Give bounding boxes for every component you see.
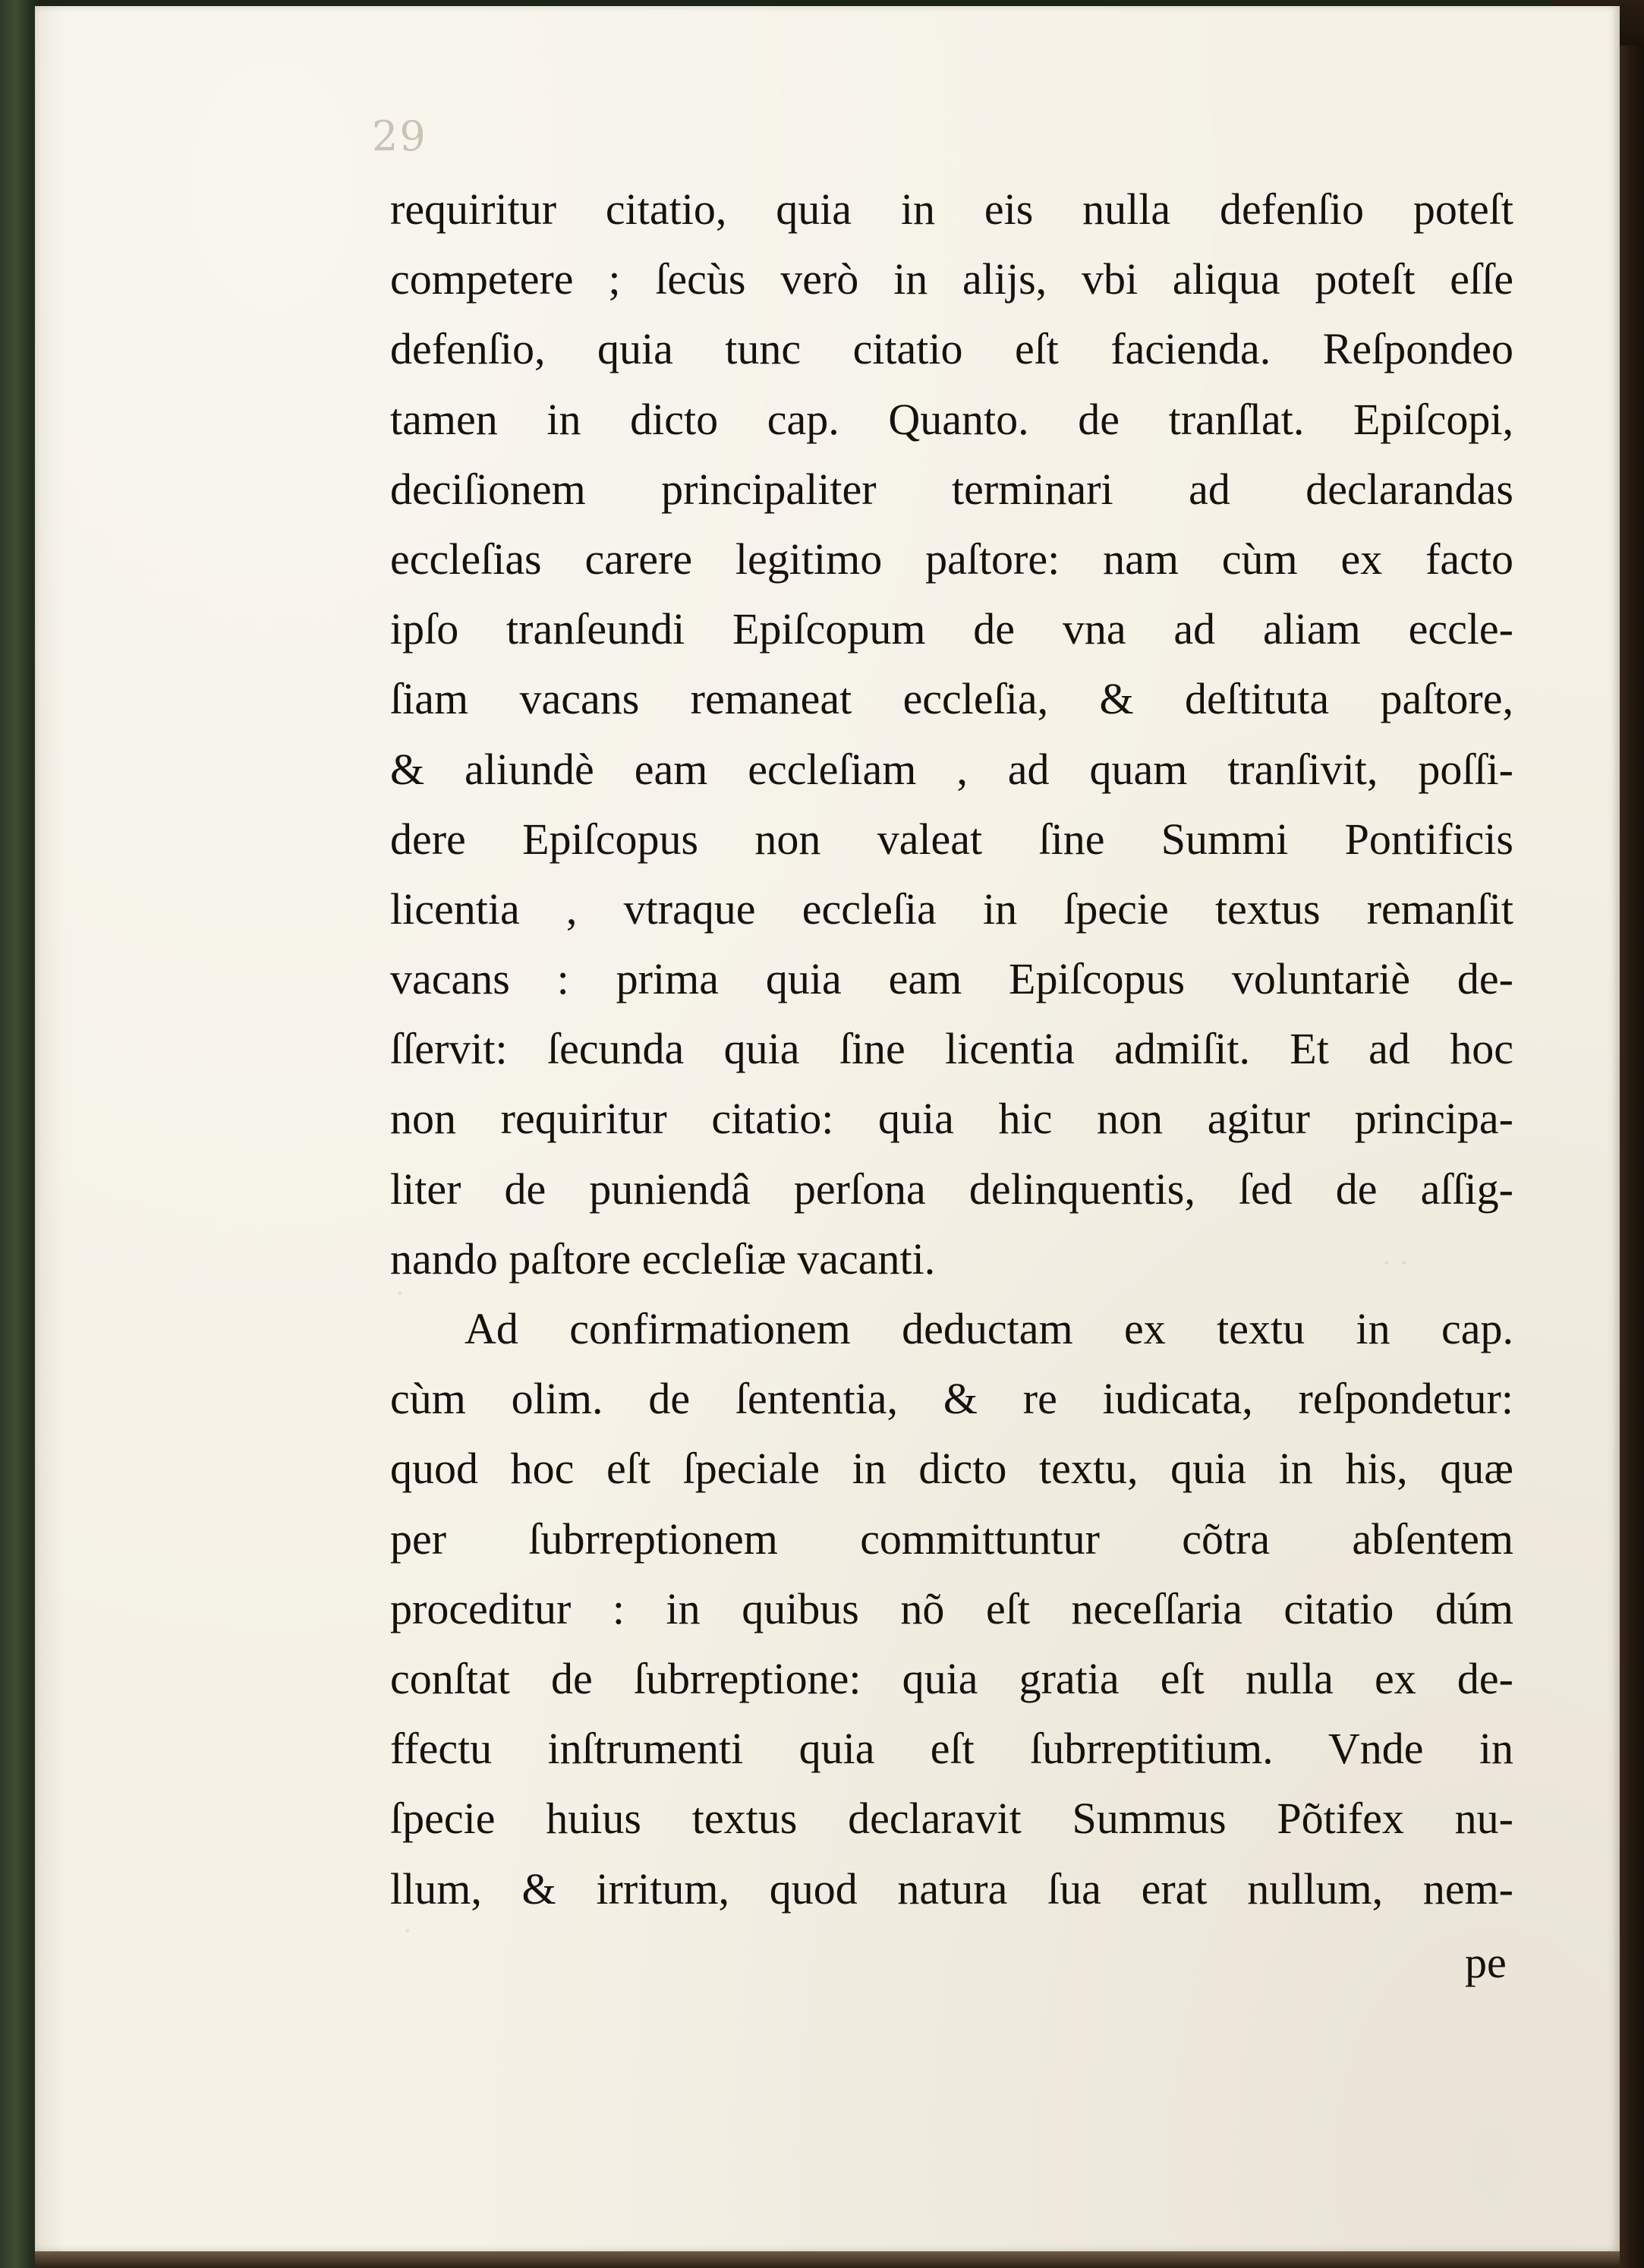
text-line: defenſio, quia tunc citatio eſt facienda. Reſpondeo [390,324,1513,374]
text-line: ſpecie huius textus declaravit Summus Põtifex nu- [390,1794,1513,1844]
text-line: vacans : prima quia eam Epiſcopus voluntariè de- [390,954,1513,1004]
text-line: cùm olim. de ſententia, & re iudicata, reſpondetur: [390,1374,1513,1424]
text-line: competere ; ſecùs verò in alijs, vbi aliqua poteſt eſſe [390,254,1513,304]
text-line: Ad confirmationem deductam ex textu in cap. [465,1304,1513,1353]
text-line: quod hoc eſt ſpeciale in dicto textu, quia in his, quæ [390,1444,1513,1494]
text-line: ſiam vacans remaneat eccleſia, & deſtituta paſtore, [390,674,1513,724]
bleed-through-mark: · · [1381,1246,1409,1280]
bleed-through-mark: · [402,1914,413,1948]
text-line: ipſo tranſeundi Epiſcopum de vna ad aliam eccle- [390,604,1513,654]
text-line: licentia , vtraque eccleſia in ſpecie textus remanſit [390,884,1513,934]
text-line: llum, & irritum, quod natura ſua erat nullum, nem- [390,1863,1513,1914]
text-line: ſſervit: ſecunda quia ſine licentia admiſit. Et ad hoc [390,1024,1513,1074]
bleed-through-mark: · [395,1276,405,1310]
page-bottom-edge [35,2251,1620,2268]
text-line: non requiritur citatio: quia hic non agitur principa- [390,1094,1513,1144]
text-line: requiritur citatio, quia in eis nulla defenſio poteſt [390,184,1513,234]
text-line: nando paſtore eccleſiæ vacanti. [390,1233,936,1284]
catchword: pe [1465,1938,1507,1987]
text-line: dere Epiſcopus non valeat ſine Summi Pontificis [390,814,1513,864]
text-line: eccleſias carere legitimo paſtore: nam cùm ex facto [390,534,1513,584]
text-line: deciſionem principaliter terminari ad declarandas [390,464,1513,514]
text-line: per ſubrreptionem committuntur cõtra abſentem [390,1514,1513,1564]
body-text [390,175,1513,1924]
text-line: & aliundè eam eccleſiam , ad quam tranſivit, poſſi- [390,744,1513,794]
book-binding-edge [1617,0,1644,2268]
text-line: proceditur : in quibus nõ eſt neceſſaria citatio dúm [390,1583,1513,1633]
page-number: 29 [372,112,427,160]
text-line: ffectu inſtrumenti quia eſt ſubrreptitium. Vnde in [390,1724,1513,1774]
text-line: liter de puniendâ perſona delinquentis, ſed de aſſig- [390,1164,1513,1214]
text-line: conſtat de ſubrreptione: quia gratia eſt nulla ex de- [390,1653,1513,1703]
text-line: tamen in dicto cap. Quanto. de tranſlat. Epiſcopi, [390,394,1513,444]
